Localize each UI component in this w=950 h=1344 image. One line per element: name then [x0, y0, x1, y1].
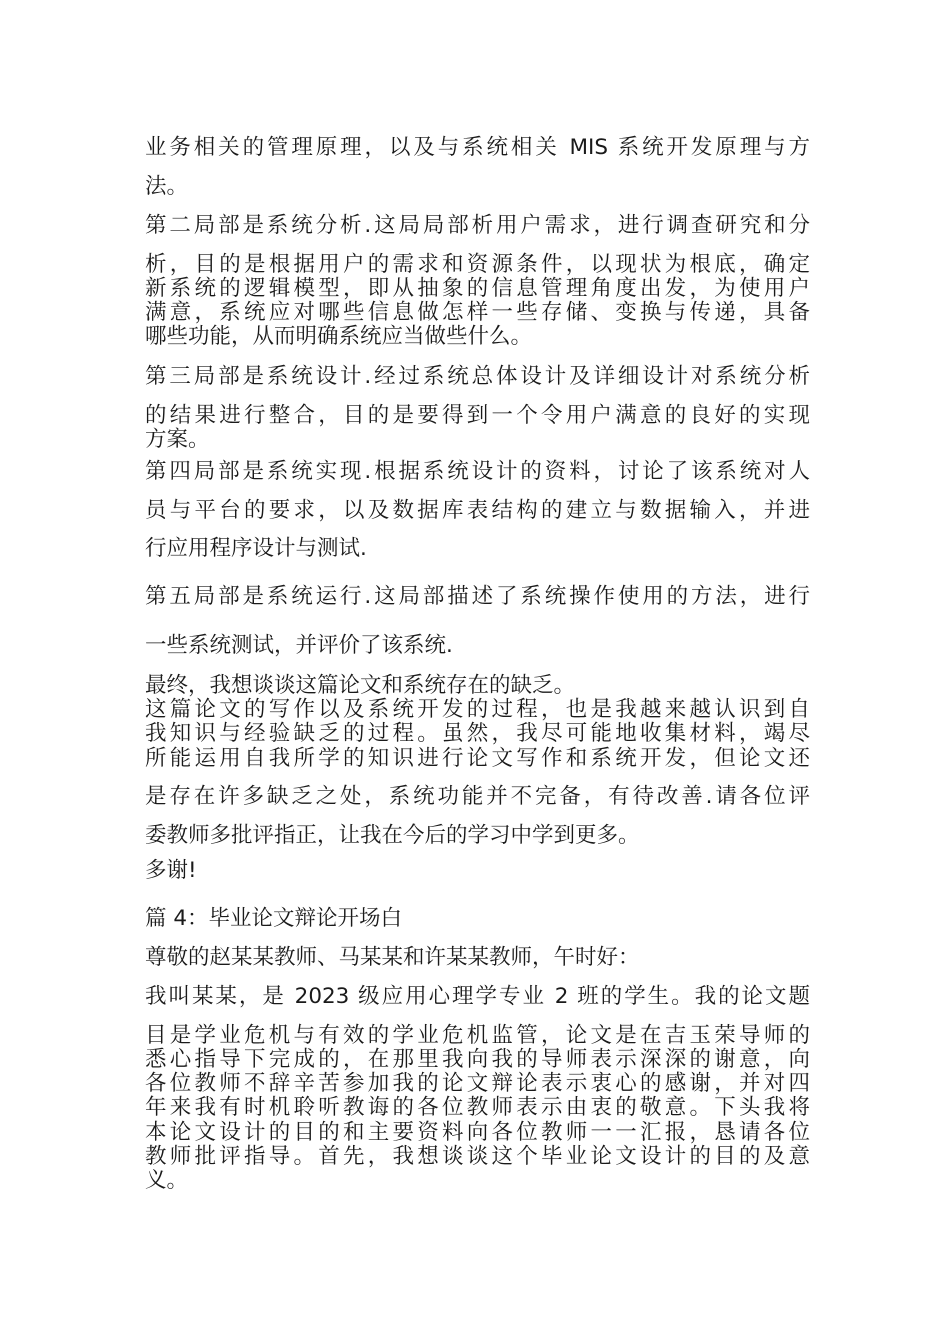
text-line: 满意，系统应对哪些信息做怎样一些存储、变换与传递，具备 — [145, 300, 810, 325]
text-line: 新系统的逻辑模型，即从抽象的信息管理角度出发，为使用户 — [145, 276, 810, 301]
text-line: 我叫某某，是 2023 级应用心理学专业 2 班的学生。我的论文题 — [145, 984, 810, 1009]
text-line: 行应用程序设计与测试. — [145, 536, 367, 561]
text-line: 各位教师不辞辛苦参加我的论文辩论表示衷心的感谢，并对四 — [145, 1071, 810, 1096]
section-heading: 篇 4：毕业论文辩论开场白 — [145, 906, 403, 931]
text-line: 方案。 — [145, 427, 210, 452]
text-line: 年来我有时机聆听教诲的各位教师表示由衷的敬意。下头我将 — [145, 1095, 810, 1120]
text-line: 多谢! — [145, 858, 197, 883]
text-line: 是存在许多缺乏之处，系统功能并不完备，有待改善.请各位评 — [145, 784, 810, 809]
text-line: 目是学业危机与有效的学业危机监管，论文是在吉玉荣导师的 — [145, 1023, 810, 1048]
text-line: 我知识与经验缺乏的过程。虽然，我尽可能地收集材料，竭尽 — [145, 721, 810, 746]
text-line: 一些系统测试，并评价了该系统. — [145, 633, 453, 658]
text-line: 义。 — [145, 1168, 189, 1193]
text-line: 尊敬的赵某某教师、马某某和许某某教师，午时好： — [145, 945, 640, 970]
text-line: 悉心指导下完成的，在那里我向我的导师表示深深的谢意，向 — [145, 1047, 810, 1072]
text-line: 第五局部是系统运行.这局部描述了系统操作使用的方法，进行 — [145, 584, 810, 609]
text-line: 第二局部是系统分析.这局局部析用户需求，进行调查研究和分 — [145, 213, 810, 238]
text-line: 第四局部是系统实现.根据系统设计的资料，讨论了该系统对人 — [145, 459, 810, 484]
text-line: 业务相关的管理原理，以及与系统相关 MIS 系统开发原理与方 — [145, 135, 810, 160]
text-line: 最终，我想谈谈这篇论文和系统存在的缺乏。 — [145, 673, 576, 698]
text-line: 第三局部是系统设计.经过系统总体设计及详细设计对系统分析 — [145, 364, 810, 389]
text-line: 这篇论文的写作以及系统开发的过程，也是我越来越认识到自 — [145, 697, 810, 722]
text-line: 员与平台的要求，以及数据库表结构的建立与数据输入，并进 — [145, 498, 810, 523]
text-line: 哪些功能，从而明确系统应当做些什么。 — [145, 324, 533, 349]
text-line: 的结果进行整合，目的是要得到一个令用户满意的良好的实现 — [145, 403, 810, 428]
text-line: 教师批评指导。首先，我想谈谈这个毕业论文设计的目的及意 — [145, 1144, 810, 1169]
text-line: 所能运用自我所学的知识进行论文写作和系统开发，但论文还 — [145, 746, 810, 771]
text-line: 析，目的是根据用户的需求和资源条件，以现状为根底，确定 — [145, 252, 810, 277]
text-line: 委教师多批评指正，让我在今后的学习中学到更多。 — [145, 823, 640, 848]
text-line: 本论文设计的目的和主要资料向各位教师一一汇报，恳请各位 — [145, 1120, 810, 1145]
text-line: 法。 — [145, 174, 189, 199]
